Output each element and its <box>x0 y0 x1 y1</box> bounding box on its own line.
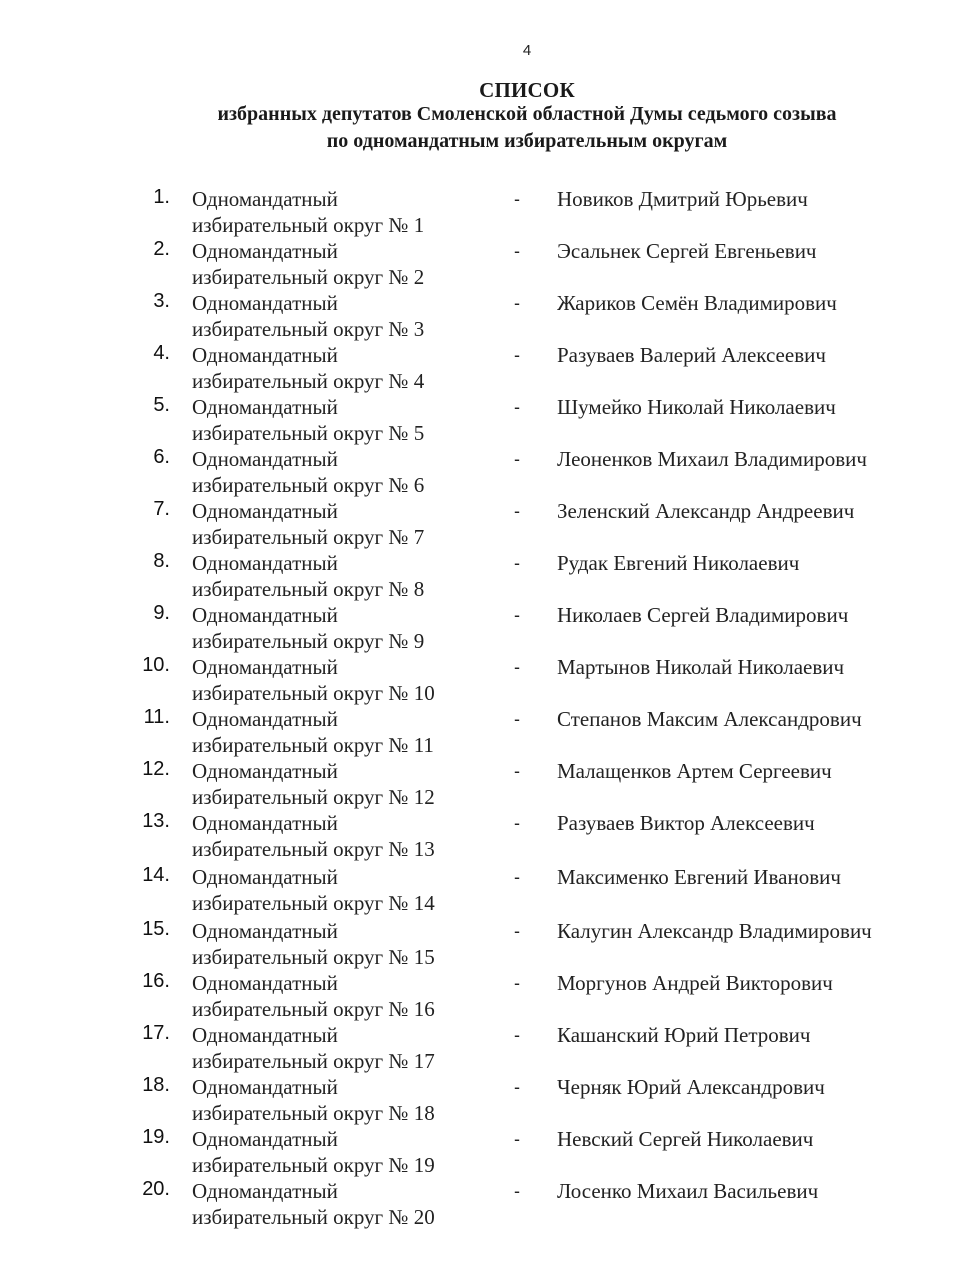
district-label <box>192 394 424 446</box>
item-number: 4. <box>153 342 170 364</box>
list-item <box>0 498 960 550</box>
district-line-1: Одномандатный <box>192 971 338 995</box>
separator-dash: - <box>514 1025 520 1045</box>
list-item <box>0 918 960 970</box>
district-line-2: избирательный округ № 16 <box>192 997 435 1021</box>
district-line-1: Одномандатный <box>192 551 338 575</box>
district-line-1: Одномандатный <box>192 1075 338 1099</box>
deputy-name: Рудак Евгений Николаевич <box>557 551 800 575</box>
separator-dash: - <box>514 1181 520 1201</box>
separator-dash: - <box>514 241 520 261</box>
deputy-name: Жариков Семён Владимирович <box>557 291 837 315</box>
district-label <box>192 1178 435 1230</box>
district-line-2: избирательный округ № 1 <box>192 213 425 237</box>
separator-dash: - <box>514 449 520 469</box>
list-item <box>0 290 960 342</box>
separator-dash: - <box>514 1129 520 1149</box>
list-item <box>0 706 960 758</box>
district-line-2: избирательный округ № 7 <box>192 525 425 549</box>
separator-dash: - <box>514 189 520 209</box>
district-line-1: Одномандатный <box>192 1179 338 1203</box>
item-number: 15. <box>142 918 170 940</box>
list-item <box>0 970 960 1022</box>
separator-dash: - <box>514 761 520 781</box>
list-item <box>0 1126 960 1178</box>
district-line-2: избирательный округ № 17 <box>192 1049 435 1073</box>
item-number: 11. <box>143 706 170 728</box>
district-line-2: избирательный округ № 8 <box>192 577 425 601</box>
list-item <box>0 238 960 290</box>
document-subtitle-line-2: по одномандатным избирательным округам <box>326 130 728 152</box>
district-label <box>192 186 424 238</box>
deputy-name: Малащенков Артем Сергеевич <box>557 759 832 783</box>
deputy-name: Разуваев Виктор Алексеевич <box>557 811 815 835</box>
list-item <box>0 654 960 706</box>
district-line-2: избирательный округ № 2 <box>192 265 425 289</box>
district-label <box>192 706 434 758</box>
district-line-1: Одномандатный <box>192 1127 338 1151</box>
separator-dash: - <box>514 657 520 677</box>
district-line-2: избирательный округ № 9 <box>192 629 425 653</box>
list-item <box>0 1074 960 1126</box>
district-line-1: Одномандатный <box>192 707 338 731</box>
separator-dash: - <box>514 501 520 521</box>
deputy-name: Новиков Дмитрий Юрьевич <box>557 187 808 211</box>
item-number: 7. <box>153 498 170 520</box>
list-item <box>0 1022 960 1074</box>
district-label <box>192 654 435 706</box>
district-line-2: избирательный округ № 5 <box>192 421 425 445</box>
district-label <box>192 550 424 602</box>
item-number: 3. <box>153 290 170 312</box>
district-label <box>192 758 435 810</box>
separator-dash: - <box>514 921 520 941</box>
district-line-1: Одномандатный <box>192 187 338 211</box>
separator-dash: - <box>514 1077 520 1097</box>
separator-dash: - <box>514 605 520 625</box>
page-number: 4 <box>522 42 532 59</box>
deputy-name: Разуваев Валерий Алексеевич <box>557 343 826 367</box>
district-line-2: избирательный округ № 19 <box>192 1153 435 1177</box>
district-line-2: избирательный округ № 14 <box>192 891 435 915</box>
district-label <box>192 810 435 862</box>
district-line-1: Одномандатный <box>192 919 338 943</box>
deputy-name: Николаев Сергей Владимирович <box>557 603 849 627</box>
list-item <box>0 550 960 602</box>
district-label <box>192 498 424 550</box>
item-number: 18. <box>142 1074 170 1096</box>
document-subtitle-line-1: избранных депутатов Смоленской областной Думы седьмого созыва <box>217 103 837 125</box>
district-line-2: избирательный округ № 15 <box>192 945 435 969</box>
list-item <box>0 1178 960 1230</box>
item-number: 8. <box>153 550 170 572</box>
deputy-name: Степанов Максим Александрович <box>557 707 862 731</box>
deputy-name: Моргунов Андрей Викторович <box>557 971 833 995</box>
separator-dash: - <box>514 973 520 993</box>
district-label <box>192 970 435 1022</box>
district-label <box>192 1126 435 1178</box>
district-line-1: Одномандатный <box>192 811 338 835</box>
district-label <box>192 602 424 654</box>
item-number: 16. <box>142 970 170 992</box>
item-number: 2. <box>153 238 170 260</box>
deputy-name: Эсальнек Сергей Евгеньевич <box>557 239 817 263</box>
item-number: 19. <box>142 1126 170 1148</box>
district-line-2: избирательный округ № 12 <box>192 785 435 809</box>
district-line-2: избирательный округ № 6 <box>192 473 425 497</box>
district-line-1: Одномандатный <box>192 1023 338 1047</box>
list-item <box>0 342 960 394</box>
district-label <box>192 1074 435 1126</box>
district-label <box>192 864 435 916</box>
list-item <box>0 446 960 498</box>
deputy-name: Черняк Юрий Александрович <box>557 1075 825 1099</box>
deputy-name: Кашанский Юрий Петрович <box>557 1023 811 1047</box>
district-line-2: избирательный округ № 18 <box>192 1101 435 1125</box>
district-line-1: Одномандатный <box>192 395 338 419</box>
item-number: 6. <box>153 446 170 468</box>
document-title: СПИСОК <box>479 78 575 102</box>
separator-dash: - <box>514 345 520 365</box>
deputy-name: Невский Сергей Николаевич <box>557 1127 814 1151</box>
item-number: 9. <box>153 602 170 624</box>
separator-dash: - <box>514 293 520 313</box>
district-line-2: избирательный округ № 4 <box>192 369 425 393</box>
district-line-1: Одномандатный <box>192 447 338 471</box>
list-item <box>0 864 960 916</box>
separator-dash: - <box>514 813 520 833</box>
list-item <box>0 394 960 446</box>
district-label <box>192 238 424 290</box>
deputy-name: Максименко Евгений Иванович <box>557 865 841 889</box>
district-line-2: избирательный округ № 13 <box>192 837 435 861</box>
deputy-name: Лосенко Михаил Васильевич <box>557 1179 819 1203</box>
deputy-name: Зеленский Александр Андреевич <box>557 499 855 523</box>
item-number: 1. <box>153 186 170 208</box>
district-line-1: Одномандатный <box>192 603 338 627</box>
separator-dash: - <box>514 553 520 573</box>
deputy-name: Мартынов Николай Николаевич <box>557 655 845 679</box>
item-number: 17. <box>142 1022 170 1044</box>
list-item <box>0 602 960 654</box>
item-number: 10. <box>142 654 170 676</box>
district-line-2: избирательный округ № 3 <box>192 317 425 341</box>
district-label <box>192 290 424 342</box>
district-line-1: Одномандатный <box>192 865 338 889</box>
district-line-2: избирательный округ № 10 <box>192 681 435 705</box>
district-line-1: Одномандатный <box>192 759 338 783</box>
item-number: 13. <box>142 810 170 832</box>
district-label <box>192 342 424 394</box>
district-label <box>192 918 435 970</box>
item-number: 12. <box>142 758 170 780</box>
district-label <box>192 446 424 498</box>
district-line-2: избирательный округ № 11 <box>192 733 434 757</box>
list-item <box>0 810 960 862</box>
separator-dash: - <box>514 397 520 417</box>
district-line-1: Одномандатный <box>192 655 338 679</box>
list-item <box>0 186 960 238</box>
district-line-1: Одномандатный <box>192 239 338 263</box>
district-label <box>192 1022 435 1074</box>
item-number: 20. <box>142 1178 170 1200</box>
item-number: 14. <box>142 864 170 886</box>
district-line-2: избирательный округ № 20 <box>192 1205 435 1229</box>
district-line-1: Одномандатный <box>192 291 338 315</box>
district-line-1: Одномандатный <box>192 343 338 367</box>
separator-dash: - <box>514 709 520 729</box>
list-item <box>0 758 960 810</box>
deputy-name: Шумейко Николай Николаевич <box>557 395 836 419</box>
item-number: 5. <box>153 394 170 416</box>
separator-dash: - <box>514 867 520 887</box>
deputy-name: Калугин Александр Владимирович <box>557 919 872 943</box>
district-line-1: Одномандатный <box>192 499 338 523</box>
deputy-name: Леоненков Михаил Владимирович <box>557 447 867 471</box>
